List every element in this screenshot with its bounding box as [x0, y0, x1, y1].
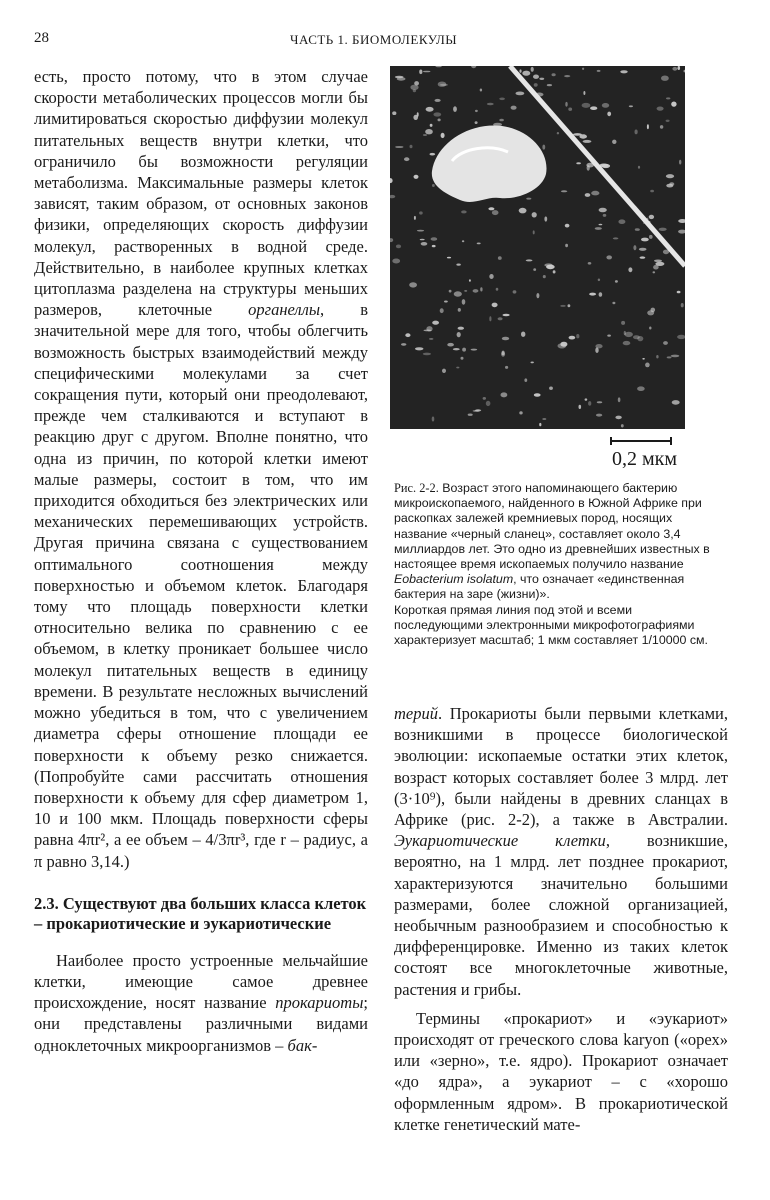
micrograph-speckle: [649, 235, 653, 239]
micrograph-speckle: [480, 287, 482, 291]
micrograph-speckle: [623, 341, 631, 345]
micrograph-speckle: [449, 290, 452, 293]
micrograph-speckle: [561, 190, 567, 192]
micrograph-speckle: [519, 208, 527, 214]
micrograph-speckle: [421, 242, 428, 246]
micrograph-speckle: [397, 77, 406, 81]
micrograph-speckle: [657, 107, 664, 111]
micrograph-speckle: [588, 262, 592, 265]
micrograph-speckle: [635, 228, 640, 231]
micrograph-speckle: [607, 335, 611, 337]
micrograph-speckle: [442, 369, 446, 373]
micrograph-speckle: [666, 184, 673, 188]
micrograph-speckle: [649, 327, 651, 330]
micrograph-speckle: [573, 133, 582, 136]
text-run: . Прокариоты были первыми клетками, возникшими в процессе биологической эволюции: ископаемые остатки этих клеток, возраст которых составляет более 3 млрд. лет (3·10⁹), были найдены в древних сланцах в Африке (рис. 2-2), а также в Австралии.: [394, 704, 728, 830]
micrograph-speckle: [645, 363, 650, 368]
micrograph-speckle: [539, 423, 541, 426]
body-paragraph: [34, 66, 368, 872]
micrograph-speckle: [599, 208, 607, 213]
text-run: , что означает «единственная бактерия на заре (жизни)».: [394, 572, 685, 602]
micrograph-speckle: [419, 70, 422, 75]
micrograph-speckle: [618, 219, 625, 224]
micrograph-speckle: [423, 353, 431, 356]
caption-note: Короткая прямая линия под этой и всеми последующими электронными микрофотографиями характеризует масштаб; 1 мкм составляет 1/10000 см.: [394, 602, 708, 648]
italic-term: органеллы: [248, 300, 320, 320]
italic-term: бак-: [287, 1035, 318, 1055]
micrograph-speckle: [650, 190, 654, 193]
micrograph-speckle: [576, 162, 581, 164]
micrograph-speckle: [612, 302, 615, 304]
micrograph-speckle: [536, 293, 539, 298]
micrograph-speckle: [431, 237, 438, 241]
micrograph-speckle: [590, 106, 597, 110]
micrograph-speckle: [469, 279, 471, 282]
micrograph-speckle: [532, 212, 537, 217]
micrograph-speckle: [419, 211, 423, 214]
microfossil-micrograph: [390, 66, 685, 429]
micrograph-speckle: [618, 397, 621, 402]
micrograph-speckle: [633, 335, 640, 339]
micrograph-speckle: [461, 210, 467, 213]
micrograph-speckle: [516, 92, 525, 96]
right-column: [394, 703, 728, 1135]
micrograph-figure: [390, 66, 685, 429]
micrograph-speckle: [488, 207, 494, 210]
micrograph-speckle: [641, 238, 649, 242]
micrograph-speckle: [483, 397, 486, 400]
micrograph-speckle: [519, 411, 522, 414]
micrograph-speckle: [473, 289, 479, 293]
micrograph-speckle: [410, 145, 413, 149]
running-title: ЧАСТЬ 1. БИОМОЛЕКУЛЫ: [290, 32, 458, 47]
micrograph-speckle: [628, 267, 632, 272]
micrograph-speckle: [432, 184, 435, 187]
micrograph-speckle: [667, 356, 672, 358]
micrograph-speckle: [415, 347, 423, 350]
micrograph-speckle: [475, 121, 478, 124]
micrograph-speckle: [430, 124, 433, 127]
micrograph-speckle: [454, 291, 462, 296]
micrograph-speckle: [585, 193, 591, 197]
micrograph-speckle: [597, 70, 601, 72]
micrograph-speckle: [453, 348, 460, 350]
micrograph-speckle: [521, 332, 525, 337]
micrograph-speckle: [395, 146, 403, 148]
micrograph-speckle: [423, 71, 431, 73]
micrograph-speckle: [498, 317, 503, 320]
micrograph-speckle: [496, 288, 499, 291]
micrograph-speckle: [638, 166, 640, 169]
micrograph-speckle: [526, 259, 533, 261]
micrograph-speckle: [569, 336, 576, 340]
micrograph-speckle: [599, 292, 603, 297]
micrograph-speckle: [588, 401, 591, 406]
micrograph-speckle: [596, 414, 602, 417]
text-run: , в значительной мере для того, чтобы облегчить возможность быстрых взаимодействий между специфическими молекулами за счет сокращения пути, который они преодолевают, прежде чем сталкиваются и вступают в реакцию друг с другом. Вполне понятно, что одна из причин, по которой клетки имеют малые размеры, состоит в том, что им приходится обходиться без электрических или механических перемешивающих устройств. Другая причина связана с существованием оптимального соотношения между поверхностью и объемом клеток. Благодаря тому что площадь поверхности клетки относительно велика по сравнению с ее объемом, в клетку проникает большее число молекул питательных веществ в единицу времени. В результате несложных вычислений можно убедиться в том, что с увеличением диаметра сферы отношение площади ее поверхности к объему резко снижается. (Попробуйте сами рассчитать отношения поверхности к объему для сфер диаметром 1, 10 и 100 мкм. Площадь поверхности сферы равна 4πr², а ее объем – 4/3πr³, где r – радиус, а π равно 3,14.): [34, 300, 368, 871]
micrograph-speckle: [543, 275, 546, 278]
section-heading: 2.3. Существуют два больших класса клеток – прокариотические и эукариотические: [34, 893, 367, 933]
micrograph-speckle: [461, 357, 464, 360]
micrograph-speckle: [425, 129, 433, 134]
micrograph-speckle: [637, 386, 645, 391]
micrograph-speckle: [654, 260, 662, 263]
micrograph-speckle: [612, 140, 616, 144]
micrograph-speckle: [522, 71, 530, 76]
micrograph-speckle: [423, 134, 427, 136]
micrograph-speckle: [653, 271, 656, 273]
caption-text: [394, 481, 710, 601]
micrograph-speckle: [526, 198, 531, 200]
micrograph-speckle: [603, 214, 607, 217]
micrograph-speckle: [486, 401, 491, 406]
micrograph-speckle: [531, 67, 534, 72]
micrograph-speckle: [524, 378, 527, 382]
micrograph-speckle: [602, 103, 609, 108]
micrograph-speckle: [502, 337, 509, 341]
micrograph-speckle: [613, 237, 619, 239]
micrograph-speckle: [671, 355, 680, 358]
text-run: Наиболее просто устроенные мельчайшие клетки, имеющие самое древнее происхождение, носят название: [34, 950, 368, 1013]
micrograph-speckle: [568, 304, 571, 307]
micrograph-speckle: [498, 256, 502, 260]
micrograph-speckle: [414, 175, 419, 179]
micrograph-speckle: [544, 216, 547, 221]
micrograph-speckle: [489, 274, 493, 279]
micrograph-speckle: [565, 244, 568, 247]
micrograph-speckle: [441, 133, 445, 138]
italic-term: прокариоты: [275, 993, 364, 1013]
micrograph-speckle: [549, 387, 553, 390]
micrograph-speckle: [534, 83, 538, 87]
micrograph-speckle: [546, 265, 555, 270]
micrograph-speckle: [615, 280, 618, 283]
body-paragraph: [394, 703, 728, 1000]
micrograph-speckle: [458, 327, 464, 330]
micrograph-speckle: [505, 366, 508, 369]
micrograph-speckle: [501, 392, 508, 397]
micrograph-speckle: [401, 343, 406, 346]
micrograph-speckle: [417, 112, 419, 117]
micrograph-speckle: [661, 76, 669, 81]
micrograph-speckle: [547, 84, 552, 86]
micrograph-speckle: [679, 160, 681, 165]
micrograph-speckle: [475, 110, 478, 112]
micrograph-speckle: [462, 348, 466, 352]
micrograph-speckle: [666, 120, 670, 122]
micrograph-speckle: [615, 416, 621, 420]
micrograph-speckle: [660, 125, 663, 129]
micrograph-speckle: [409, 282, 417, 287]
micrograph-speckle: [417, 230, 424, 232]
micrograph-speckle: [480, 89, 482, 92]
micrograph-speckle: [533, 230, 535, 234]
micrograph-speckle: [447, 257, 451, 259]
figure-label: Рис. 2-2.: [394, 481, 439, 495]
micrograph-speckle: [647, 124, 649, 129]
micrograph-speckle: [565, 224, 570, 228]
micrograph-speckle: [552, 73, 556, 76]
micrograph-speckle: [447, 343, 454, 347]
text-run: есть, просто потому, что в этом случае скорости метаболических процессов могли бы лимитироваться скоростью диффузии молекул питательных веществ внутри клетки, что ограничило бы возможности регуляции метаболизма. Максимальные размеры клеток зависят, таким образом, от основных законов физики, определяющих скорость диффузии молекул, растворенных в водной среде. Действительно, в наиболее крупных клетках цитоплазма разделена на структуры меньших размеров, клеточные: [34, 67, 368, 320]
micrograph-speckle: [503, 314, 510, 317]
micrograph-speckle: [462, 240, 464, 242]
micrograph-speckle: [432, 321, 439, 325]
micrograph-speckle: [426, 107, 434, 112]
micrograph-speckle: [473, 410, 480, 412]
micrograph-speckle: [560, 305, 565, 307]
micrograph-speckle: [457, 332, 461, 337]
micrograph-speckle: [513, 290, 517, 293]
page-number: 28: [34, 30, 49, 46]
micrograph-speckle: [598, 279, 600, 282]
micrograph-speckle: [392, 259, 400, 264]
micrograph-speckle: [453, 106, 457, 112]
micrograph-speckle: [534, 393, 541, 396]
micrograph-speckle: [666, 174, 674, 178]
micrograph-speckle: [621, 321, 625, 325]
micrograph-speckle: [663, 341, 668, 345]
italic-term: Эукариотические клетки: [394, 831, 606, 851]
micrograph-speckle: [564, 75, 570, 77]
micrograph-speckle: [420, 239, 425, 241]
micrograph-speckle: [426, 326, 432, 331]
micrograph-speckle: [599, 224, 603, 226]
micrograph-speckle: [576, 334, 579, 338]
micrograph-speckle: [672, 67, 677, 71]
micrograph-speckle: [477, 243, 481, 245]
micrograph-speckle: [489, 316, 491, 321]
micrograph-speckle: [444, 301, 448, 303]
micrograph-speckle: [656, 355, 658, 358]
micrograph-speckle: [647, 310, 654, 315]
micrograph-speckle: [438, 119, 441, 122]
micrograph-speckle: [462, 299, 466, 305]
left-column: [34, 66, 368, 1056]
micrograph-speckle: [624, 331, 626, 335]
body-paragraph: Термины «прокариот» и «эукариот» происходят от греческого слова karyon («орех» или «зерно», т.е. ядро). Прокариот означает «до ядра», а эукариот – с «хорошо оформленным ядром». В прокариотической клетке генетический мате-: [394, 1008, 728, 1134]
micrograph-speckle: [414, 216, 416, 220]
micrograph-speckle: [492, 303, 498, 308]
scale-bar: [610, 436, 672, 446]
micrograph-speckle: [671, 102, 676, 107]
micrograph-speckle: [440, 84, 448, 86]
micrograph-speckle: [633, 245, 636, 250]
micrograph-speckle: [672, 400, 680, 405]
micrograph-speckle: [464, 290, 467, 292]
micrograph-speckle: [405, 333, 410, 337]
micrograph-speckle: [639, 248, 647, 251]
micrograph-speckle: [666, 97, 670, 99]
micrograph-speckle: [542, 418, 546, 420]
micrograph-speckle: [440, 308, 444, 313]
micrograph-speckle: [432, 417, 435, 422]
body-paragraph: [34, 950, 368, 1056]
micrograph-speckle: [565, 102, 567, 107]
micrograph-speckle: [640, 256, 646, 258]
micrograph-speckle: [583, 140, 592, 143]
micrograph-speckle: [681, 303, 684, 307]
micrograph-speckle: [582, 68, 584, 70]
micrograph-speckle: [597, 401, 602, 403]
italic-term: терий: [394, 704, 438, 723]
micrograph-speckle: [607, 112, 611, 117]
micrograph-speckle: [589, 293, 596, 296]
text-run: Возраст этого напоминающего бактерию микроископаемого, найденного в Южной Африке при раскопках залежей кремниевых пород, носящих название «черный сланец», составляет около 3,4 миллиардов лет. Это одно из древнейших известных в настоящее время ископаемых получило название: [394, 481, 710, 572]
micrograph-speckle: [595, 227, 602, 230]
micrograph-speckle: [585, 398, 588, 400]
micrograph-speckle: [487, 103, 494, 105]
micrograph-speckle: [404, 157, 409, 161]
micrograph-speckle: [677, 291, 681, 294]
micrograph-speckle: [591, 191, 599, 196]
italic-term: Eobacterium isolatum: [394, 572, 514, 587]
micrograph-speckle: [396, 245, 401, 249]
micrograph-speckle: [557, 132, 559, 134]
micrograph-speckle: [433, 112, 441, 116]
micrograph-speckle: [533, 75, 539, 79]
micrograph-speckle: [560, 342, 567, 347]
micrograph-speckle: [542, 145, 545, 150]
micrograph-speckle: [579, 405, 582, 409]
micrograph-speckle: [582, 103, 591, 108]
micrograph-speckle: [620, 70, 627, 73]
micrograph-speckle: [653, 265, 659, 270]
micrograph-speckle: [595, 347, 598, 353]
micrograph-speckle: [629, 105, 633, 107]
micrograph-speckle: [519, 69, 521, 72]
micrograph-speckle: [432, 245, 436, 247]
micrograph-speckle: [539, 78, 544, 80]
micrograph-speckle: [492, 210, 499, 215]
text-run: ; они представлены различными видами одноклеточных микроорганизмов –: [34, 993, 368, 1055]
micrograph-speckle: [531, 362, 534, 364]
micrograph-speckle: [458, 308, 461, 312]
micrograph-speckle: [568, 108, 572, 111]
micrograph-speckle: [499, 119, 504, 122]
micrograph-speckle: [511, 106, 517, 110]
micrograph-speckle: [583, 91, 585, 95]
micrograph-speckle: [392, 111, 396, 115]
micrograph-speckle: [456, 264, 460, 266]
micrograph-speckle: [456, 367, 459, 369]
micrograph-speckle: [471, 349, 478, 351]
micrograph-speckle: [499, 98, 505, 101]
micrograph-speckle: [533, 268, 536, 271]
micrograph-speckle: [430, 153, 436, 156]
micrograph-speckle: [468, 414, 473, 416]
micrograph-speckle: [410, 85, 418, 90]
micrograph-speckle: [435, 99, 441, 102]
scale-bar-label: 0,2 мкм: [612, 448, 678, 470]
micrograph-speckle: [553, 270, 556, 273]
text-run: , возникшие, вероятно, на 1 млрд. лет позднее прокариот, характеризуются значительно большими размерами, более сложной организацией, необычным разнообразием и способностью к дифференцировке. Именно из таких клеток состоят все многоклеточные животные, растения и грибы.: [394, 831, 729, 999]
micrograph-speckle: [501, 352, 505, 357]
micrograph-speckle: [659, 228, 667, 231]
micrograph-speckle: [429, 338, 433, 340]
micrograph-speckle: [642, 358, 645, 360]
micrograph-speckle: [606, 255, 612, 259]
figure-caption: [394, 481, 714, 648]
micrograph-speckle: [635, 130, 638, 135]
micrograph-speckle: [649, 215, 654, 219]
micrograph-speckle: [621, 424, 624, 427]
